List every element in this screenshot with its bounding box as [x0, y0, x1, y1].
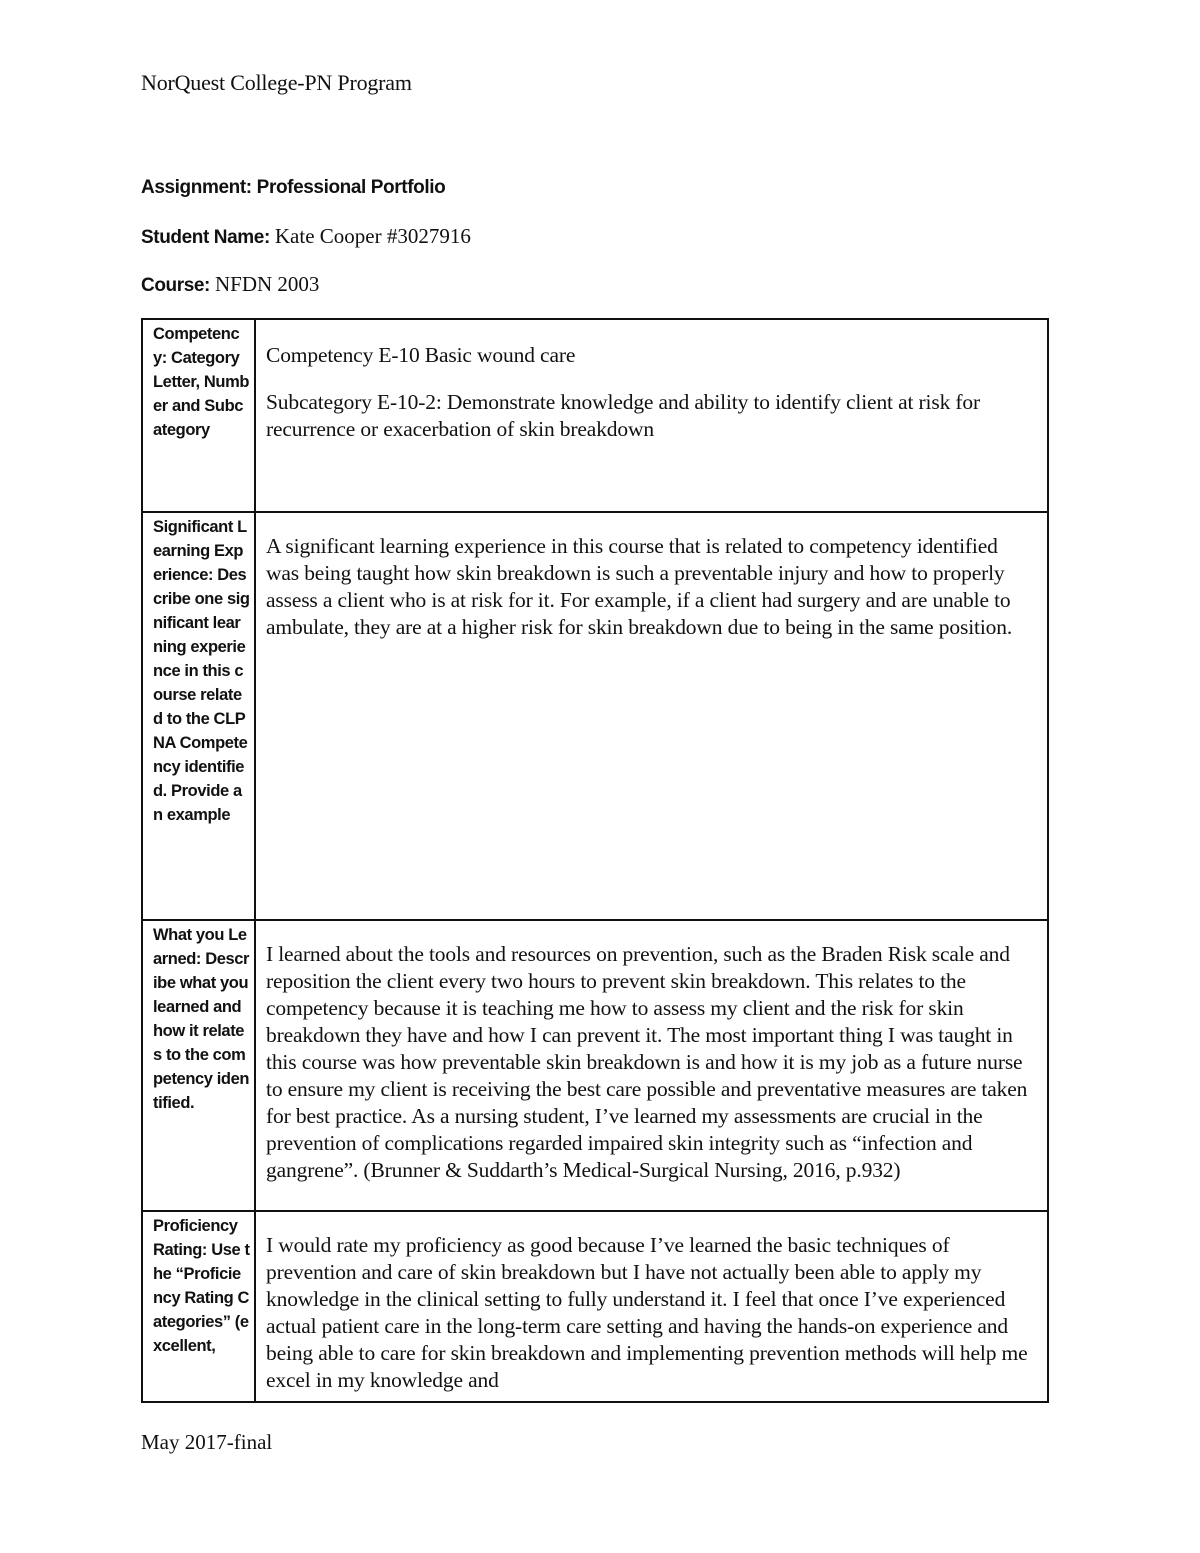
course-label: Course:	[141, 275, 210, 296]
table-row	[142, 319, 1048, 512]
row-label-what-learned: What you Learned: Describe what you learned and how it relates to the competency identified.	[142, 920, 255, 1211]
course-line	[141, 270, 319, 300]
row-label-proficiency: Proficiency Rating: Use the “Proficiency Rating Categories” (excellent,	[142, 1211, 255, 1402]
competency-title: Competency E-10 Basic wound care	[266, 343, 576, 367]
table-row	[142, 920, 1048, 1211]
course-value: NFDN 2003	[215, 272, 320, 296]
row-content-learning-experience	[255, 512, 1048, 920]
assignment-label: Assignment:	[141, 177, 252, 198]
row-content-proficiency	[255, 1211, 1048, 1402]
assignment-line	[141, 173, 445, 202]
proficiency-text: I would rate my proficiency as good because I’ve learned the basic techniques of prevention and care of skin breakdown but I have not actually been able to apply my knowledge in the clinical setting to fully understand it. I feel that once I’ve experienced actual patient care in the long-term care setting and having the hands-on experience and being able to care for skin breakdown and implementing prevention methods will help me excel in my knowledge and	[266, 1233, 1028, 1392]
assignment-value: Professional Portfolio	[256, 177, 446, 198]
row-label-competency: Competency: Category Letter, Number and Subcategory	[142, 319, 255, 512]
student-name-value: Kate Cooper #3027916	[274, 224, 471, 248]
table-row	[142, 512, 1048, 920]
row-content-what-learned	[255, 920, 1048, 1211]
what-learned-text: I learned about the tools and resources on prevention, such as the Braden Risk scale and reposition the client every two hours to prevent skin breakdown. This relates to the competency because it is teaching me how to assess my client and the risk for skin breakdown they have and how I can prevent it. The most important thing I was taught in this course was how preventable skin breakdown is and how it is my job as a future nurse to ensure my client is receiving the best care possible and preventative measures are taken for best practice. As a nursing student, I’ve learned my assessments are crucial in the prevention of complications regarded impaired skin integrity such as “infection and gangrene”. (Brunner & Suddarth’s Medical-Surgical Nursing, 2016, p.932)	[266, 942, 1028, 1182]
portfolio-table	[141, 318, 1049, 1403]
subcategory-text: Subcategory E-10-2: Demonstrate knowledge and ability to identify client at risk for recurrence or exacerbation of skin breakdown	[266, 390, 981, 441]
table-row	[142, 1211, 1048, 1402]
learning-experience-text: A significant learning experience in this course that is related to competency identified was being taught how skin breakdown is such a preventable injury and how to properly assess a client who is at risk for it. For example, if a client had surgery and are unable to ambulate, they are at a higher risk for skin breakdown due to being in the same position.	[266, 534, 1013, 639]
student-line	[141, 222, 471, 252]
row-content-competency	[255, 319, 1048, 512]
student-name-label: Student Name:	[141, 227, 270, 248]
page-footer: May 2017-final	[141, 1430, 273, 1454]
page-header: NorQuest College-PN Program	[141, 70, 412, 95]
row-label-learning-experience: Significant Learning Experience: Describe one significant learning experience in this course related to the CLPNA Competency identified. Provide an example	[142, 512, 255, 920]
